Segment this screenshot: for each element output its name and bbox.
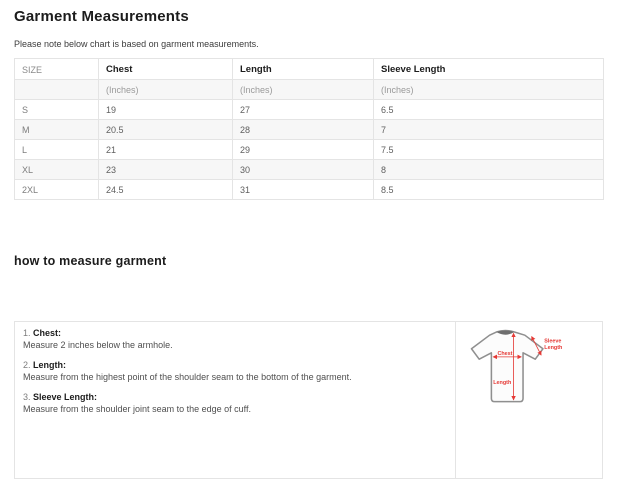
table-cell: 21 xyxy=(99,140,233,160)
instruction-number: 1. xyxy=(23,328,31,338)
measure-guide-box xyxy=(14,321,603,479)
table-row-l xyxy=(15,140,604,160)
table-row-m xyxy=(15,120,604,140)
tshirt-outline xyxy=(471,331,542,402)
page-title: Garment Measurements xyxy=(14,8,189,25)
instruction-length-text: Measure from the highest point of the shoulder seam to the bottom of the garment. xyxy=(23,372,352,382)
instructions-panel xyxy=(15,322,456,478)
table-cell: (Inches) xyxy=(374,80,604,100)
length-diagram-label: Length xyxy=(493,380,512,387)
instruction-label: Sleeve Length: xyxy=(33,392,98,402)
table-cell: 8.5 xyxy=(374,180,604,200)
instruction-sleeve-heading xyxy=(23,392,447,402)
instruction-length-heading xyxy=(23,360,447,370)
table-cell: 30 xyxy=(233,160,374,180)
table-cell: (Inches) xyxy=(233,80,374,100)
table-unit-row xyxy=(15,80,604,100)
instruction-label: Length: xyxy=(33,360,67,370)
table-cell xyxy=(15,80,99,100)
table-cell: 23 xyxy=(99,160,233,180)
diagram-panel xyxy=(456,322,602,478)
how-to-measure-title: how to measure garment xyxy=(14,254,167,268)
table-cell: 31 xyxy=(233,180,374,200)
table-row-s xyxy=(15,100,604,120)
table-cell: 19 xyxy=(99,100,233,120)
tshirt-measurement-diagram xyxy=(462,327,566,413)
table-cell: 2XL xyxy=(15,180,99,200)
table-cell: 29 xyxy=(233,140,374,160)
table-cell: 24.5 xyxy=(99,180,233,200)
table-cell: 6.5 xyxy=(374,100,604,120)
table-cell: 20.5 xyxy=(99,120,233,140)
column-header-chest: Chest xyxy=(99,59,233,80)
table-cell: 8 xyxy=(374,160,604,180)
table-cell: 7.5 xyxy=(374,140,604,160)
table-cell: 27 xyxy=(233,100,374,120)
table-header-row xyxy=(15,59,604,80)
size-chart-table xyxy=(14,58,604,200)
table-row-2xl xyxy=(15,180,604,200)
table-cell: L xyxy=(15,140,99,160)
column-header-sleeve-length: Sleeve Length xyxy=(374,59,604,80)
instruction-number: 3. xyxy=(23,392,31,402)
instruction-chest-text: Measure 2 inches below the armhole. xyxy=(23,340,173,350)
table-cell: 28 xyxy=(233,120,374,140)
sleeve-length-diagram-label-line2: Length xyxy=(544,345,563,352)
table-cell: (Inches) xyxy=(99,80,233,100)
measurement-note: Please note below chart is based on garment measurements. xyxy=(14,39,259,49)
instruction-chest-heading xyxy=(23,328,447,338)
table-cell: S xyxy=(15,100,99,120)
table-row-xl xyxy=(15,160,604,180)
sleeve-length-diagram-label-line1: Sleeve xyxy=(544,338,562,345)
table-cell: XL xyxy=(15,160,99,180)
instruction-number: 2. xyxy=(23,360,31,370)
instruction-sleeve-text: Measure from the shoulder joint seam to the edge of cuff. xyxy=(23,404,251,414)
column-header-length: Length xyxy=(233,59,374,80)
instruction-label: Chest: xyxy=(33,328,62,338)
table-cell: 7 xyxy=(374,120,604,140)
chest-diagram-label: Chest xyxy=(497,351,513,358)
column-header-size: SIZE xyxy=(15,59,99,80)
table-cell: M xyxy=(15,120,99,140)
